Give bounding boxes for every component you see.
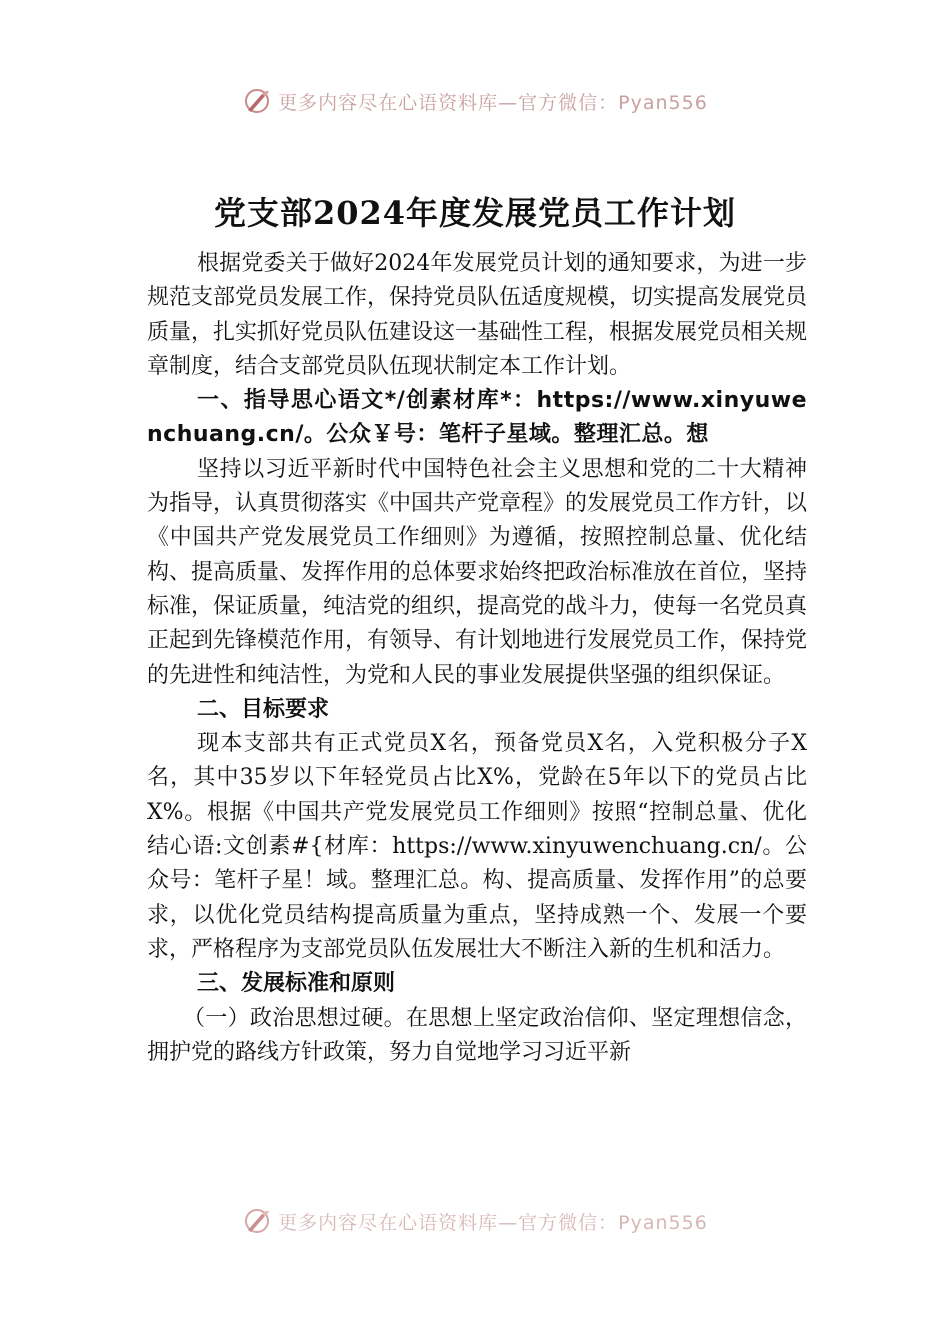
standards-item-1: （一）政治思想过硬。在思想上坚定政治信仰、坚定理想信念，拥护党的路线方针政策，努力自觉地学习习近平新	[147, 1005, 807, 1065]
targets-paragraph: 现本支部共有正式党员X名，预备党员X名，入党积极分子X名，其中35岁以下年轻党员占比X%，党龄在5年以下的党员占比X%。根据《中国共产党发展党员工作细则》按照“控制总量、优化结心语:文创素#{材库：https://www.xinyuwenchuang.cn/。公众号：笔杆子星！域。整理汇总。构、提高质量、发挥作用”的总要求，以优化党员结构提高质量为重点，坚持成熟一个、发展一个要求，严格程序为支部党员队伍发展壮大不断注入新的生机和活力。	[147, 731, 807, 962]
brush-logo-icon	[242, 1206, 272, 1236]
brush-logo-icon	[242, 86, 272, 116]
intro-paragraph: 根据党委关于做好2024年发展党员计划的通知要求，为进一步规范支部党员发展工作，保持党员队伍适度规模，切实提高发展党员质量，扎实抓好党员队伍建设这一基础性工程，根据发展党员相关规章制度，结合支部党员队伍现状制定本工作计划。	[147, 251, 808, 379]
section-heading-targets: 二、目标要求	[197, 696, 330, 722]
section-heading-standards: 三、发展标准和原则	[197, 971, 396, 997]
guiding-ideology-paragraph: 坚持以习近平新时代中国特色社会主义思想和党的二十大精神为指导，认真贯彻落实《中国共产党章程》的发展党员工作方针，以《中国共产党发展党员工作细则》为遵循，按照控制总量、优化结构、提高质量、发挥作用的总体要求始终把政治标准放在首位，坚持标准，保证质量，纯洁党的组织，提高党的战斗力，使每一名党员真正起到先锋模范作用，有领导、有计划地进行发展党员工作，保持党的先进性和纯洁性，为党和人民的事业发展提供坚强的组织保证。	[147, 456, 808, 688]
watermark-text: 更多内容尽在心语资料库—官方微信：Pyan556	[278, 91, 708, 114]
section-heading-guiding-ideology: 一、指导思心语文*/创素材库*：https://www.xinyuwenchuang.cn/。公众￥号：笔杆子星域。整理汇总。想	[147, 388, 807, 448]
page-title: 党支部2024年度发展党员工作计划	[213, 194, 737, 232]
watermark-text: 更多内容尽在心语资料库—官方微信：Pyan556	[278, 1211, 708, 1234]
watermark-header	[0, 86, 950, 116]
document-body	[147, 247, 807, 1070]
watermark-footer	[0, 1206, 950, 1236]
